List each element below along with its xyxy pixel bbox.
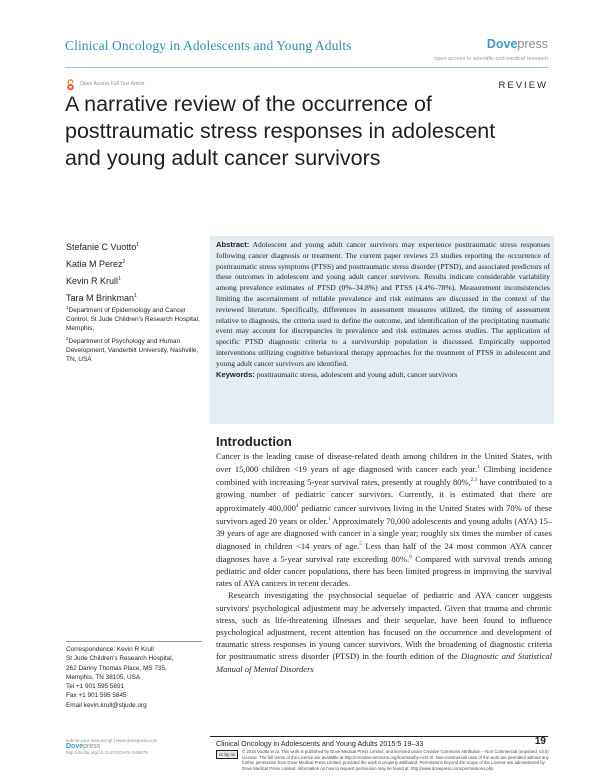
license-text: © 2015 Vuotto et al. This work is published by Dove Medical Press Limited, and licensed under Creative Commons Attribution – Non Commercial (unported, v3.0) License. The full terms of the License are available at http://creativecommons.org/licenses/by-nc/3.0/. Non-commercial uses of the work are permitted without any further permission from Dove Medical Press Limited, provided the work is properly attributed. Permissions beyond the scope of the License are administered by Dove Medical Press Limited. Information on how to request permission may be found at: http://www.dovepress.com/permissions.php	[242, 749, 549, 771]
author-name: Stefanie C Vuotto$^1$	[66, 242, 139, 252]
publisher-logo	[487, 37, 548, 51]
article-title: A narrative review of the occurrence of posttraumatic stress responses in adolescent and young adult cancer survivors	[65, 92, 496, 170]
publisher-logo-rest: press	[517, 37, 548, 51]
open-access-label: Open Access Full Text Article	[80, 81, 145, 87]
affiliation: $^2$Department of Psychology and Human Development, Vanderbilt University, Nashville, TN, USA	[66, 336, 199, 364]
footer-divider	[210, 736, 548, 737]
header-divider	[65, 67, 548, 68]
open-access-lock-icon	[66, 79, 75, 91]
author-name: Katia M Perez$^2$	[66, 259, 126, 269]
author-list	[66, 238, 139, 306]
page-number: 19	[534, 736, 546, 747]
section-heading-introduction: Introduction	[216, 434, 292, 449]
footer-publisher-logo: Dovepress	[66, 743, 101, 750]
affiliation: $^1$Department of Epidemiology and Cancer Control, St Jude Children's Research Hospital, Memphis,	[66, 305, 200, 333]
correspondence: Correspondence: Kevin R Krull St Jude Children's Research Hospital, 262 Danny Thomas Place, MS 735, Memphis, TN 38105, USA Tel +1 901 595 5891 Fax +1 901 595 5845 Email kevin.krull@stjude.org	[66, 645, 206, 710]
abstract	[216, 240, 550, 380]
paragraph: Cancer is the leading cause of disease-related death among children in the United States, with over 15,000 children <19 years of age diagnosed with cancer each year.$^1$ Climbing incidence combined with increasing 5-year survival rates, presently at roughly 80%,$^{2,3}$ have contributed to a growing number of pediatric cancer survivors. Currently, it is estimated that there are approximately 400,000$^4$ pediatric cancer survivors living in the United States with 70% of these survivors aged 20 years or older.$^1$ Approximately 70,000 adolescents and young adults (AYA) 15–39 years of age are diagnosed with cancer in a single year; roughly six times the number of cases diagnosed in children <14 years of age.$^5$ Less than half of the 24 most common AYA cancer diagnoses have a 5-year survival rate exceeding 80%.$^6$ Compared with survival trends among pediatric and older cancer populations, there has been limited progress in improving the survival rates of AYA cancers in recent decades.	[216, 451, 553, 589]
abstract-label: Abstract:	[216, 240, 250, 249]
keywords: Keywords: posttraumatic stress, adolescent and young adult, cancer survivors	[216, 369, 458, 379]
author-name: Kevin R Krull$^1$	[66, 276, 121, 286]
creative-commons-icon: cc by nc	[216, 750, 238, 759]
journal-citation: Clinical Oncology in Adolescents and Young Adults 2015:5 19–33	[216, 739, 424, 748]
correspondence-divider	[66, 641, 202, 642]
author-name: Tara M Brinkman$^1$	[66, 293, 137, 303]
submit-link[interactable]: submit your manuscript | www.dovepress.com	[66, 738, 158, 743]
publisher-logo-bold: Dove	[486, 37, 518, 51]
abstract-text: Abstract: Adolescent and young adult cancer survivors may experience posttraumatic stress responses following cancer diagnosis or treatment. The current paper reviews 23 studies reporting the occurrence of posttraumatic stress symptoms (PTSS) and posttraumatic stress disorder (PTSD), and associated predictors of these outcomes in adolescent and young adult cancer survivors. Results indicate considerable variability among prevalence estimates of PTSD (0%–34.8%) and PTSS (4.4%–78%). Measurement inconsistencies limiting the ascertainment of reliable prevalence and risk estimates are discussed in the context of the reviewed literature. Specifically, differences in assessment measures utilized, the timing of assessment relative to diagnosis, the criteria used to define the outcome, and identification of the precipitating traumatic event may account for discrepancies in prevalence and risk estimates across studies. The application of specific PTSD diagnostic criteria to a survivorship population is discussed. Empirically supported interventions utilizing cognitive behavioral therapy approaches for the treatment of PTSS in adolescent and young adult cancer survivors are identified.	[216, 240, 550, 368]
keywords-label: Keywords:	[216, 369, 255, 379]
article-type-label: REVIEW	[498, 80, 548, 91]
journal-title: Clinical Oncology in Adolescents and Young Adults	[65, 38, 352, 53]
paragraph: Research investigating the psychosocial sequelae of pediatric and AYA cancer suggests survivors' psychological adjustment may be adversely impacted. Given that trauma and chronic stress, such as life-threatening illnesses and their sequelae, have been found to influence psychological adjustment, recent attention has focused on the occurrence and development of traumatic stress responses in young cancer survivors. With the broadening of diagnostic criteria for posttraumatic stress disorder (PTSD) in the fourth edition of the Diagnostic and Statistical Manual of Mental Disorders	[216, 590, 552, 674]
publisher-tagline: open access to scientific and medical research	[434, 56, 548, 62]
correspondence-email[interactable]: Email kevin.krull@stjude.org	[66, 701, 147, 709]
affiliations	[66, 303, 201, 365]
doi-link[interactable]: http://dx.doi.org/10.2147/COAYA.S49575	[66, 750, 148, 755]
footer-publisher	[66, 738, 206, 756]
introduction-body	[216, 450, 552, 675]
